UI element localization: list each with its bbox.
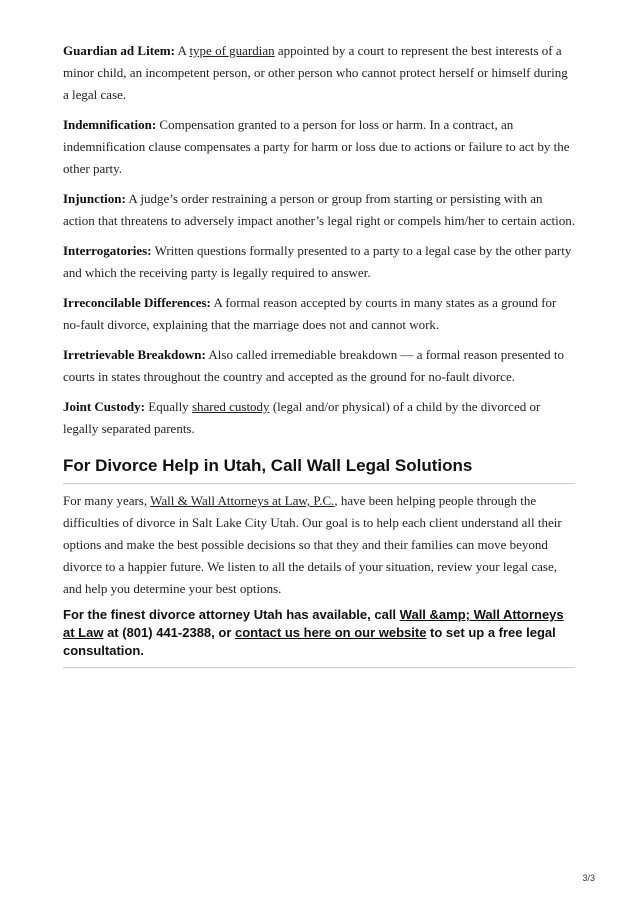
entry-text: appointed by a court to represent the best interests of a minor child, an incompetent person, or other person who cannot protect herself or himself during a legal case. — [63, 43, 568, 102]
entry-text: (legal and/or physical) of a child by the divorced or legally separated parents. — [63, 399, 541, 436]
glossary-entry-irretrievable-breakdown — [63, 344, 575, 388]
entry-term: Irretrievable Breakdown: — [63, 347, 206, 362]
paragraph-text: For many years, — [63, 493, 151, 508]
glossary-entry-irreconcilable-differences — [63, 292, 575, 336]
glossary-entry-guardian-ad-litem — [63, 40, 575, 106]
glossary-entry-injunction — [63, 188, 575, 232]
cta-text: at (801) 441-2388, or — [103, 625, 235, 640]
entry-term: Guardian ad Litem: — [63, 43, 175, 58]
entry-text: A judge’s order restraining a person or group from starting or persisting with an action that threatens to adversely impact another’s legal right or compels him/her to certain action. — [63, 191, 576, 228]
type-of-guardian-link[interactable]: type of guardian — [189, 43, 275, 58]
glossary-entry-joint-custody — [63, 396, 575, 440]
entry-text: A — [177, 43, 190, 58]
glossary-entry-interrogatories — [63, 240, 575, 284]
entry-text: A formal reason accepted by courts in many states as a ground for no-fault divorce, explaining that the marriage does not and cannot work. — [63, 295, 557, 332]
contact-us-link[interactable]: contact us here on our website — [235, 625, 427, 640]
shared-custody-link[interactable]: shared custody — [191, 399, 270, 414]
entry-term: Injunction: — [63, 191, 126, 206]
wall-and-wall-link[interactable]: Wall & Wall Attorneys at Law, P.C. — [150, 493, 335, 508]
glossary-entry-indemnification — [63, 114, 575, 180]
entry-term: Interrogatories: — [63, 243, 152, 258]
entry-text: Written questions formally presented to a party to a legal case by the other party and which the receiving party is legally required to answer. — [63, 243, 572, 280]
entry-text: Equally — [148, 399, 192, 414]
footer-divider — [63, 667, 575, 668]
document-page — [63, 40, 575, 668]
wall-attorneys-link[interactable]: Wall &amp; Wall Attorneys at Law — [63, 607, 564, 640]
entry-term: Indemnification: — [63, 117, 157, 132]
entry-term: Irreconcilable Differences: — [63, 295, 211, 310]
entry-text: Also called irremediable breakdown — a formal reason presented to courts in states throughout the country and accepted as the ground for no-fault divorce. — [63, 347, 564, 384]
entry-term: Joint Custody: — [63, 399, 145, 414]
cta-text: to set up a free legal consultation. — [63, 625, 556, 658]
page-number: 3/3 — [582, 873, 595, 883]
paragraph-text: , have been helping people through the difficulties of divorce in Salt Lake City Utah. Our goal is to help each client understand all their options and make the best possible decisions so that they and their families can move beyond divorce to a happier future. We listen to all the details of your situation, review your legal case, and help you determine your best options. — [63, 493, 562, 596]
cta-text: For the finest divorce attorney Utah has available, call — [63, 607, 400, 622]
entry-text: Compensation granted to a person for loss or harm. In a contract, an indemnification clause compensates a party for harm or loss due to actions or failure to act by the other party. — [63, 117, 570, 176]
heading-divider — [63, 483, 575, 484]
call-to-action — [63, 606, 575, 660]
section-heading: For Divorce Help in Utah, Call Wall Legal Solutions — [63, 456, 473, 475]
firm-description-paragraph — [63, 490, 575, 600]
